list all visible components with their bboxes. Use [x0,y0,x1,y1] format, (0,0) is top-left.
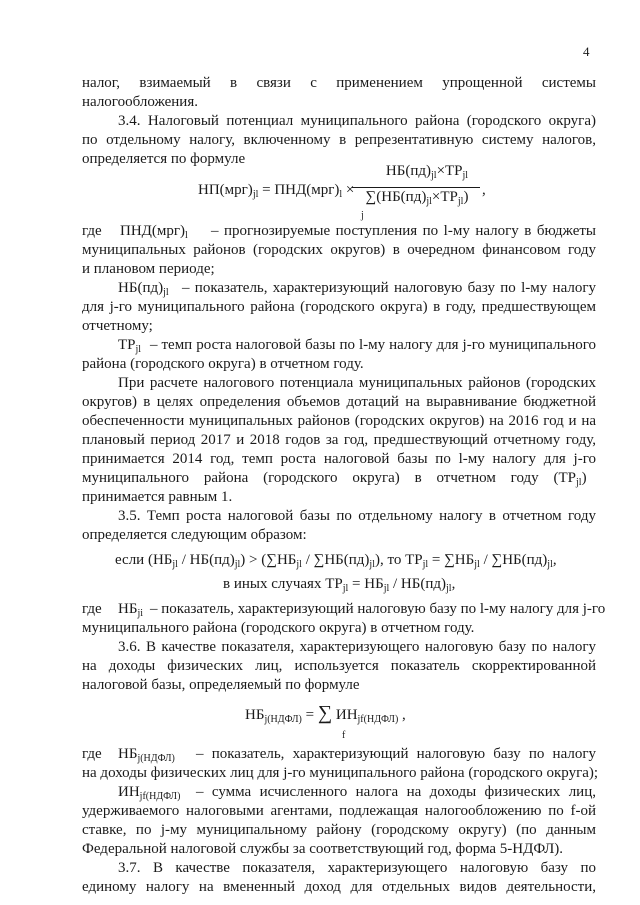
formula-tax-potential: $НП(мрг)_{jl} = ПНД(мрг)_l$ × [198,182,355,200]
term-nb: $НБ_{ji}$ [118,601,144,619]
text-line: удерживаемого налоговыми агентами, подлежащая налогообложению по f-ой [82,803,596,819]
text-line: принимается равным 1. [82,489,233,505]
text-line: отчетному; [82,318,153,334]
text-line: округов) в целях определения объемов дотаций на выравнивание бюджетной [82,394,596,410]
text-line: единому налогу на вмененный доход для отдельных видов деятельности, [82,879,596,895]
text-line: для j-го муниципального района (городского округа) в году, предшествующем [82,299,596,315]
text-line: – показатель, характеризующий налоговую базу по налогу [196,746,596,762]
formula-ndfl-base: $НБ_{j(НДФЛ)}$ = ∑ $ИН_{jf(НДФЛ)}$ , [245,702,406,725]
text-line: 3.7. В качестве показателя, характеризующего налоговую базу по [118,860,596,876]
text-line: Федеральной налоговой службы за соответствующий год, форма 5-НДФЛ). [82,841,563,857]
sum-index: j [361,210,364,221]
term-tr: $ТР_{jl}$ [118,337,142,355]
formula-denominator: $\sum(НБ(пд)_{jl}\times ТР_{jl})$ [365,189,469,207]
term-nbpd: $НБ(пд)_{jl}$ [118,280,169,298]
where-label: где [82,601,102,617]
fraction-bar [352,187,480,188]
text-line: плановый период 2017 и 2018 годов за год, предшествующий отчетному году, [82,432,596,448]
text-line: – прогнозируемые поступления по l-му налогу в бюджеты [211,223,596,239]
term-pnd: $ПНД(мрг)_l$ [120,223,188,241]
formula-numerator: $НБ(пд)_{jl}\times ТР_{jl}$ [385,163,469,181]
text-line: муниципального района (городского округа) в отчетном году (ТР [82,470,576,486]
text-line-end: $_{jl}$) [576,470,587,488]
text-line: определяется по формуле [82,151,246,167]
formula-growth-condition: если $(НБ_{jl} / НБ(пд)_{jl}) > (\sum НБ_{jl} / \sum НБ(пд)_{jl})$, то $ТР_{jl} = \sum НБ_{jl} / \sum НБ(пд)_{jl}$, [115,552,557,570]
text-line: 3.4. Налоговый потенциал муниципального района (городского округа) [118,113,596,129]
formula-growth-else: в иных случаях $ТР_{jl} = НБ_{jl} / НБ(пд)_{jl}$, [223,576,456,594]
term-in: $ИН_{jf(НДФЛ)}$ [118,784,181,802]
text-line: муниципальных районов (городских округов) в очередном финансовом году [82,242,596,258]
where-label: где [82,746,102,762]
text-line: – показатель, характеризующий налоговую базу по l-му налогу для j-го [150,601,606,617]
text-line: – показатель, характеризующий налоговую базу по l-му налогу [182,280,596,296]
text-line: налогообложения. [82,94,198,110]
text-line: на доходы физических лиц для j-го муниципального района (городского округа); [82,765,599,781]
text-line: ставке, по j-му муниципальному району (городскому округу) (по данным [82,822,596,838]
text-line: – сумма исчисленного налога на доходы физических лиц, [196,784,596,800]
text-line: налог, взимаемый в связи с применением упрощенной системы [82,75,596,91]
formula-comma: , [482,182,486,198]
text-line: района (городского округа) в отчетном году. [82,356,364,372]
text-line: определяется следующим образом: [82,527,307,543]
text-line: и плановом периоде; [82,261,215,277]
page-number: 4 [583,44,590,59]
text-line: При расчете налогового потенциала муниципальных районов (городских [118,375,596,391]
term-nb-ndfl: $НБ_{j(НДФЛ)}$ [118,746,175,764]
text-line: принимается 2014 год, темп роста налоговой базы по l-му налогу для j-го [82,451,596,467]
text-line: 3.5. Темп роста налоговой базы по отдельному налогу в отчетном году [118,508,596,524]
text-line: обеспеченности муниципальных районов (городских округов) на 2016 год и на [82,413,596,429]
text-line: на доходы физических лиц, используется показатель скорректированной [82,658,596,674]
text-line: 3.6. В качестве показателя, характеризующего налоговую базу по налогу [118,639,596,655]
sum-index: f [342,730,346,741]
text-line: налоговой базы, определяемый по формуле [82,677,360,693]
text-line: – темп роста налоговой базы по l-му налогу для j-го муниципального [150,337,596,353]
text-line: по отдельному налогу, включенному в репрезентативную систему налогов, [82,132,596,148]
text-line: муниципального района (городского округа) в отчетном году. [82,620,475,636]
where-label: где [82,223,102,239]
